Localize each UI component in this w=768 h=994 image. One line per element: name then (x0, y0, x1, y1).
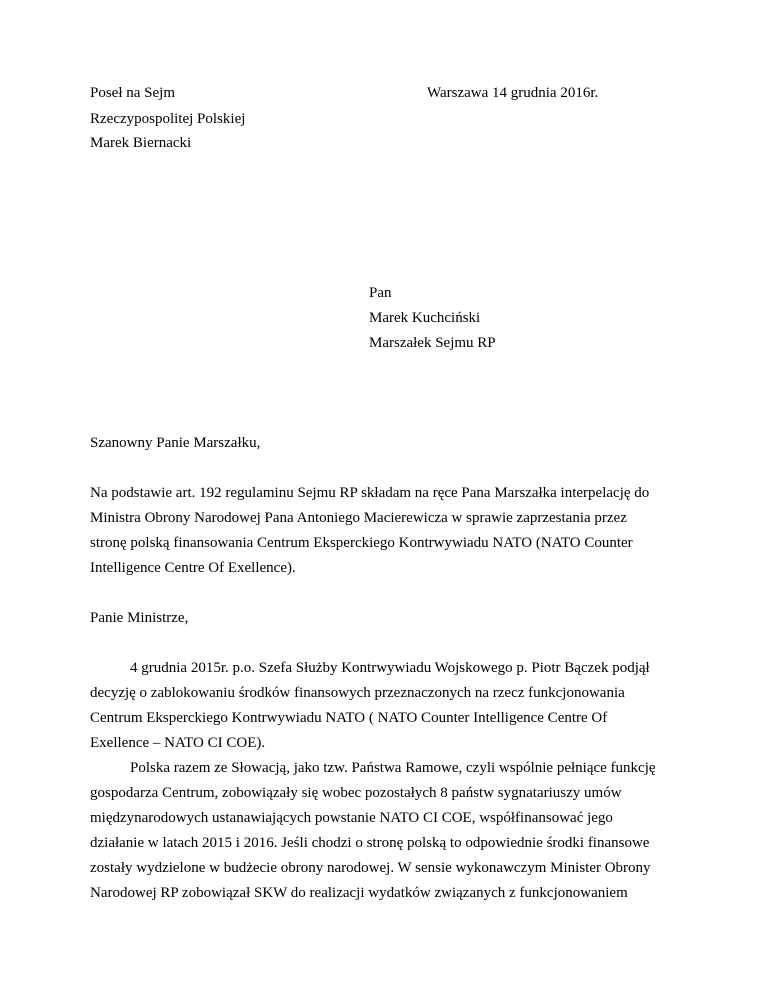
recipient-title: Marszałek Sejmu RP (369, 335, 496, 351)
body-line: działanie w latach 2015 i 2016. Jeśli chodzi o stronę polską to odpowiednie środki finansowe (90, 835, 650, 851)
intro-line: Ministra Obrony Narodowej Pana Antoniego Macierewicza w sprawie zaprzestania przez (90, 510, 627, 526)
body-line: Exellence – NATO CI COE). (90, 735, 266, 751)
salutation: Szanowny Panie Marszałku, (90, 435, 261, 451)
sender-title: Poseł na Sejm (90, 85, 175, 101)
salutation-minister: Panie Ministrze, (90, 610, 189, 626)
intro-line: Intelligence Centre Of Exellence). (90, 560, 296, 576)
body-line: międzynarodowych ustanawiających powstanie NATO CI COE, współfinansować jego (90, 810, 613, 826)
body-line: Centrum Eksperckiego Kontrwywiadu NATO ( NATO Counter Intelligence Centre Of (90, 710, 608, 726)
recipient-name: Marek Kuchciński (369, 310, 481, 326)
body-line: 4 grudnia 2015r. p.o. Szefa Służby Kontrwywiadu Wojskowego p. Piotr Bączek podjął (130, 660, 650, 676)
intro-line: Na podstawie art. 192 regulaminu Sejmu RP składam na ręce Pana Marszałka interpelację do (90, 485, 650, 501)
body-line: gospodarza Centrum, zobowiązały się wobec pozostałych 8 państw sygnatariuszy umów (90, 785, 622, 801)
place-date: Warszawa 14 grudnia 2016r. (427, 85, 599, 101)
body-line: zostały wydzielone w budżecie obrony narodowej. W sensie wykonawczym Minister Obrony (90, 860, 651, 876)
body-line: Polska razem ze Słowacją, jako tzw. Państwa Ramowe, czyli wspólnie pełniące funkcję (130, 760, 656, 776)
body-line: decyzję o zablokowaniu środków finansowych przeznaczonych na rzecz funkcjonowania (90, 685, 625, 701)
sender-office: Rzeczypospolitej Polskiej (90, 111, 246, 127)
sender-name: Marek Biernacki (90, 135, 192, 151)
intro-line: stronę polską finansowania Centrum Eksperckiego Kontrwywiadu NATO (NATO Counter (90, 535, 633, 551)
body-line: Narodowej RP zobowiązał SKW do realizacji wydatków związanych z funkcjonowaniem (90, 885, 628, 901)
recipient-prefix: Pan (369, 285, 392, 301)
